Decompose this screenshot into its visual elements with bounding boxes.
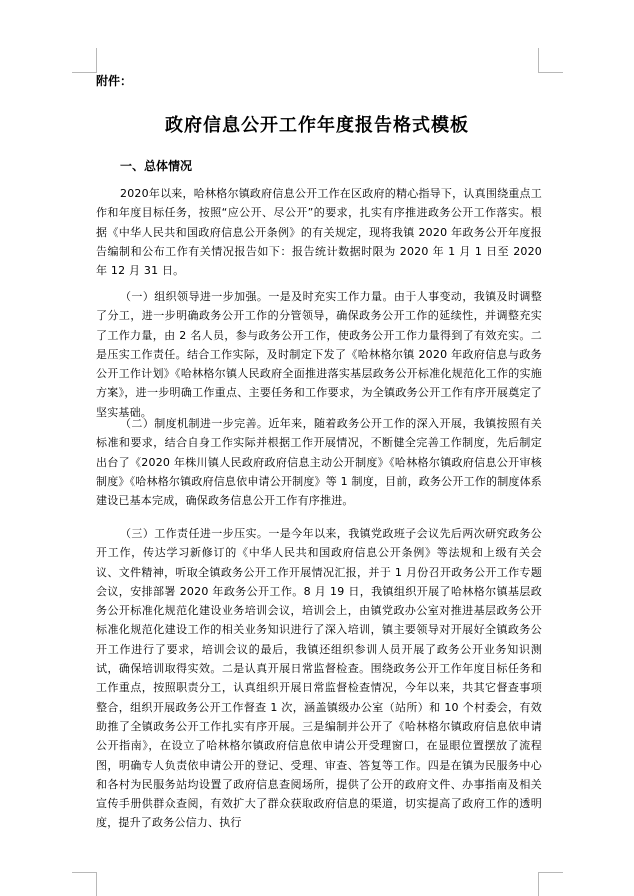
- crop-mark-top-right: [538, 48, 563, 73]
- attachment-label: 附件：: [96, 74, 133, 88]
- document-title: 政府信息公开工作年度报告格式模板: [165, 115, 469, 136]
- body-paragraph: （三）工作责任进一步压实。一是今年以来，我镇党政班子会议先后两次研究政务公开工作，传达学习新修订的《中华人民共和国政府信息公开条例》等法规和上级有关会议、文件精神，听取全镇政务公开工作开展情况汇报，并于 1 月份召开政务公开工作专题会议，安排部署 2020 年政务公开工作。8 月 19 日，我镇组织开展了哈林格尔镇基层政务公开标准化规范化建设业务培训会议，培训会上，由镇党政办公室对推进基层政务公开标准化规范化建设工作的相关业务知识进行了深入培训，镇主要领导对开展好全镇政务公开工作进行了要求，培训会议的最后，我镇还组织参训人员开展了政务公开业务知识测试，确保培训取得实效。二是认真开展日常监督检查。围绕政务公开工作年度目标任务和工作重点，按照职责分工，认真组织开展日常监督检查情况，今年以来，共其它督查事项整合，组织开展政务公开工作督查 1 次，涵盖镇级办公室（站所）和 10 个村委会，有效助推了全镇政务公开工作扎实有序开展。三是编制并公开了《哈林格尔镇政府信息依申请公开指南》，在设立了哈林格尔镇政府信息依申请公开受理窗口，在显眼位置摆放了流程图，明确专人负责依申请公开的登记、受理、审查、答复等工作。四是在镇为民服务中心和各村为民服务站均设置了政府信息查阅场所，提供了公开的政府文件、办事指南及相关宣传手册供群众查阅，有效扩大了群众获取政府信息的渠道，切实提高了政府工作的透明度，提升了政务公信力、执行: [96, 527, 542, 830]
- section-heading: 一、总体情况: [120, 159, 193, 173]
- crop-mark-bottom-right: [538, 872, 563, 896]
- body-paragraph: （二）制度机制进一步完善。近年来，随着政务公开工作的深入开展，我镇按照有关标准和要求，结合自身工作实际并根据工作开展情况，不断健全完善工作制度，先后制定出台了《2020 年株川镇人民政府政府信息主动公开制度》《哈林格尔镇政府信息公开审核制度》《哈林格尔镇政府信息依申请公开制度》等 1 制度，目前，政务公开工作的制度体系建设已基本完成，确保政务信息公开工作有序推进。: [96, 417, 542, 508]
- body-paragraph: 2020年以来，哈林格尔镇政府信息公开工作在区政府的精心指导下，认真围绕重点工作和年度目标任务，按照“应公开、尽公开”的要求，扎实有序推进政务公开工作落实。根据《中华人民共和国政府信息公开条例》的有关规定，现将我镇 2020 年政务公开年度报告编制和公布工作有关情况报告如下：报告统计数据时限为 2020 年 1 月 1 日至 2020 年 12 月 31 日。: [96, 187, 542, 278]
- body-paragraph: （一）组织领导进一步加强。一是及时充实工作力量。由于人事变动，我镇及时调整了分工，进一步明确政务公开工作的分管领导，确保政务公开工作的延续性，并调整充实了工作力量，由 2 名人员，参与政务公开工作，使政务公开工作力量得到了有效充实。二是压实工作责任。结合工作实际，及时制定下发了《哈林格尔镇 2020 年政府信息与政务公开工作计划》《哈林格尔镇人民政府全面推进落实基层政务公开标准化规范化工作的实施方案》，进一步明确工作重点、主要任务和工作要求，为全镇政务公开工作有序开展奠定了坚实基础。: [96, 290, 542, 419]
- crop-mark-bottom-left: [72, 872, 97, 896]
- crop-mark-top-left: [72, 48, 97, 73]
